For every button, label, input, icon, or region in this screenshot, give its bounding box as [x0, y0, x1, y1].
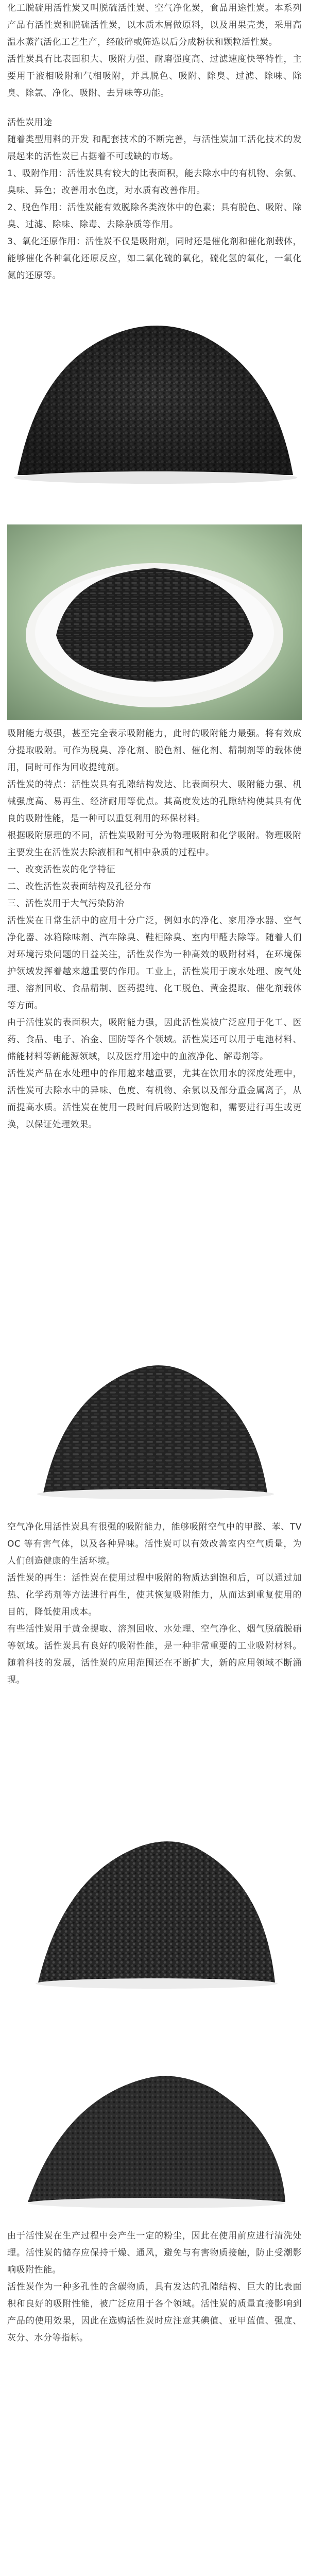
paragraph: 吸附能力极强，甚至完全表示吸附能力，此时的吸附能力最强。将有效成分提取吸附。可作为脱臭、净化剂、脱色剂、催化剂、精制剂等的载体使用，同时可作为回收提纯剂。	[7, 728, 302, 773]
paragraph: 活性炭产品在水处理中的作用越来越重要，尤其在饮用水的深度处理中，活性炭可去除水中的异味、色度、有机物、余氯以及部分重金属离子，从而提高水质。活性炭在使用一段时间后吸附达到饱和，需要进行再生或更换，以保证处理效果。	[7, 1069, 302, 1130]
intro-section	[7, 0, 302, 114]
spacer	[7, 494, 302, 514]
granular-carbon-illustration	[7, 305, 302, 490]
columnar-carbon-plate-illustration	[7, 524, 302, 720]
paragraph: 3、氧化还原作用：活性炭不仅是吸附剂，同时还是催化剂和催化剂载体，能够催化各种氧化还原反应，如二氧化硫的氧化，硫化氢的氧化，一氧化氮的还原等。	[7, 236, 302, 281]
list-item: 二、改性活性炭表面结构及孔径分布	[7, 882, 151, 892]
powder-carbon-image	[7, 2006, 302, 2223]
paragraph: 随着类型用料的开发 和配套技术的不断完善，与活性炭加工活化技术的发展起来的活性炭已占据着不可或缺的市场。	[7, 134, 302, 162]
paragraph: 活性炭在日常生活中的应用十分广泛，例如水的净化、家用净水器、空气净化器、冰箱除味剂、汽车除臭、鞋柜除臭、室内甲醛去除等。随着人们对环境污染问题的日益关注，活性炭作为一种高效的吸附材料，在环境保护领域发挥着越来越重要的作用。工业上，活性炭用于废水处理、废气处理、溶剂回收、食品精制、医药提纯、化工脱色、黄金提取、催化剂载体等方面。	[7, 916, 302, 1011]
paragraph: 1、吸附作用：活性炭具有较大的比表面积，能去除水中的有机物、余氯、臭味、异色；改善用水色度，对水质有改善作用。	[7, 168, 302, 196]
paragraph: 由于活性炭在生产过程中会产生一定的粉尘，因此在使用前应进行清洗处理。活性炭的储存应保持干燥、通风，避免与有害物质接触，防止受潮影响吸附性能。	[7, 2231, 302, 2275]
granular-carbon-image-2	[7, 1797, 302, 2003]
paragraph: 活性炭的特点：活性炭具有孔隙结构发达、比表面积大、吸附能力强、机械强度高、易再生、经济耐用等优点。其高度发达的孔隙结构使其具有优良的吸附性能，是一种可以重复利用的环保材料。	[7, 779, 302, 824]
columnar-carbon-plate-image	[7, 524, 302, 720]
paragraph: 2、脱色作用：活性炭能有效脱除各类液体中的色素；具有脱色、吸附、除臭、过滤、除味、除毒、去除杂质等作用。	[7, 202, 302, 230]
usage-section	[7, 114, 302, 295]
paragraph: 活性炭作为一种多孔性的含碳物质，具有发达的孔隙结构、巨大的比表面积和良好的吸附性能，被广泛应用于各个领域。活性炭的质量直接影响到产品的使用效果，因此在选购活性炭时应注意其碘值、亚甲蓝值、强度、灰分、水分等指标。	[7, 2282, 302, 2343]
details-section	[7, 725, 302, 1313]
paragraph: 空气净化用活性炭具有很强的吸附能力，能够吸附空气中的甲醛、苯、TVOC 等有害气体，以及各种异味。活性炭可以有效改善室内空气质量，为人们创造健康的生活环境。	[7, 1522, 302, 1566]
paragraph: 由于活性炭的表面积大，吸附能力强，因此活性炭被广泛应用于化工、医药、食品、电子、冶金、国防等各个领域。活性炭还可以用于电池材料、储能材料等新能源领域，以及医疗用途中的血液净化、解毒剂等。	[7, 1018, 302, 1062]
granular-carbon-image	[7, 305, 302, 490]
list-item: 三、活性炭用于大气污染防治	[7, 899, 125, 909]
paragraph: 有些活性炭用于黄金提取、溶剂回收、水处理、空气净化、烟气脱硫脱硝等领域。活性炭具有良好的吸附性能，是一种非常重要的工业吸附材料。随着科技的发展，活性炭的应用范围还在不断扩大，新的应用领域不断涌现。	[7, 1624, 302, 1685]
closing-section	[7, 2228, 302, 2576]
paragraph: 活性炭具有比表面积大、吸附力强、耐磨强度高、过滤速度快等特性，主要用于液相吸附和气相吸附，并具脱色、吸附、除臭、过滤、除味、除臭、除氯、净化、吸附、去异味等功能。	[7, 54, 302, 98]
powder-carbon-illustration	[7, 2006, 302, 2223]
granular-carbon-illustration-2	[7, 1797, 302, 2003]
paragraph: 化工脱硫用活性炭又叫脱硫活性炭、空气净化炭，食品用途性炭。本系列产品有活性炭和脱硫活性炭，以木质木屑做原料，以及用果壳类，采用高温水蒸汽活化工艺生产，经破碎或筛选以后分成粉状和颗粒活性炭。	[7, 3, 302, 47]
section-heading: 活性炭用途	[7, 117, 53, 128]
list-item: 一、改变活性炭的化学特征	[7, 865, 115, 875]
paragraph: 活性炭的再生：活性炭在使用过程中吸附的物质达到饱和后，可以通过加热、化学药剂等方法进行再生，使其恢复吸附能力，从而达到重复使用的目的，降低使用成本。	[7, 1573, 302, 1617]
paragraph: 根据吸附原理的不同，活性炭吸附可分为物理吸附和化学吸附。物理吸附主要发生在活性炭去除液相和气相中杂质的过程中。	[7, 831, 302, 858]
usage-details-section	[7, 1519, 302, 1787]
columnar-carbon-pile-image	[7, 1323, 302, 1514]
columnar-carbon-pile-illustration	[7, 1323, 302, 1514]
